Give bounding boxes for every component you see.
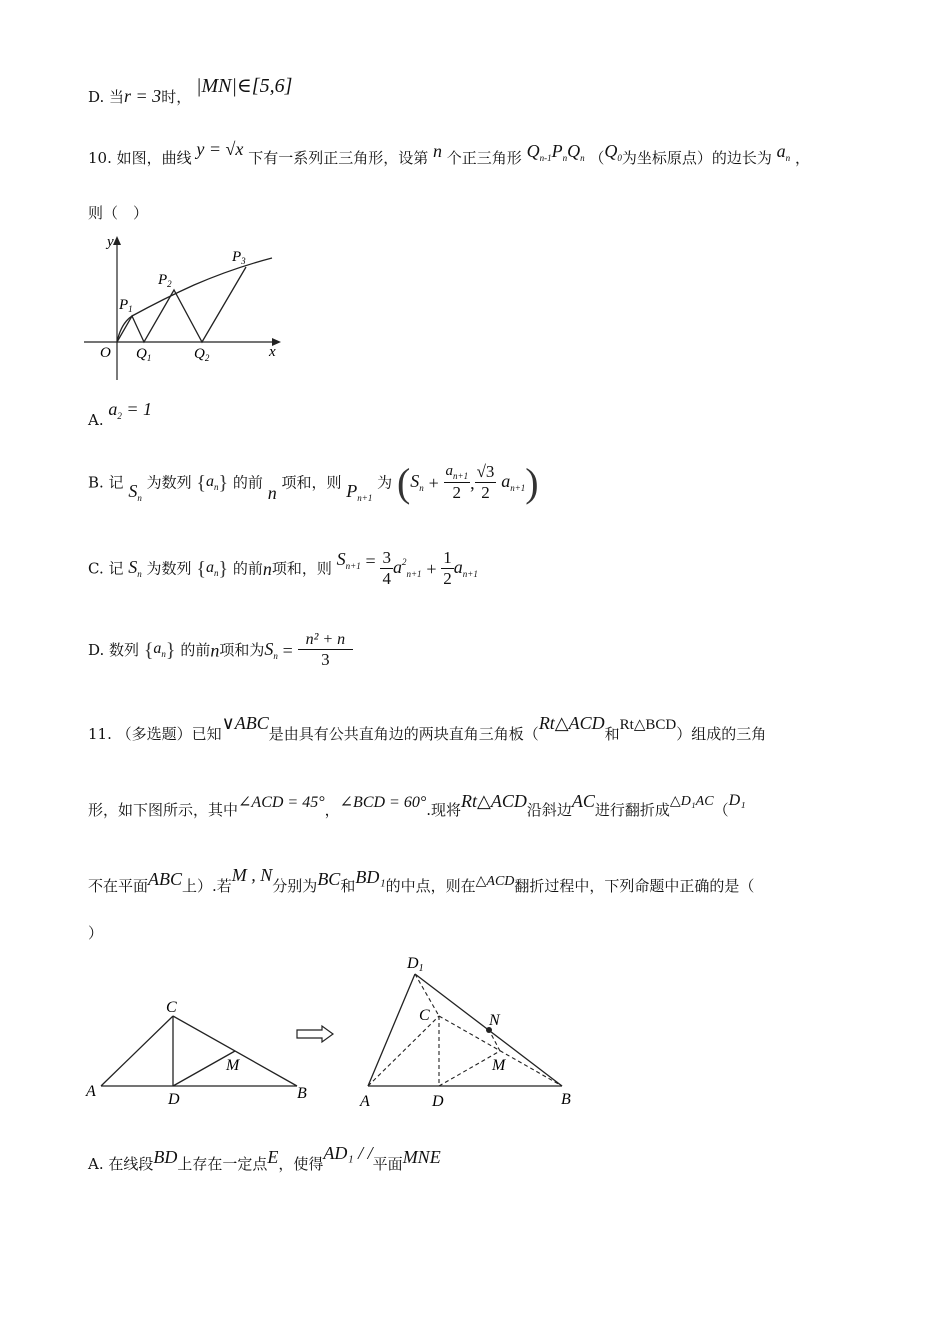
fig-y-label: y xyxy=(107,234,114,250)
q10-option-a: A. $a_2 = 1$ xyxy=(88,399,153,429)
q11-stem-line4: ） xyxy=(88,924,104,942)
q10-option-c: C. 记 $S_n$ 为数列 $\{a_n\}$ 的前n项和，则 $S_{n+1}$ = $\frac{3}{4}$ $a^2_{n+1}$ + $\frac{1}{2}$ $a_{n+1}$ xyxy=(88,548,478,589)
fig-right-c: C xyxy=(419,1007,430,1024)
math-r-eq-3: r = 3 xyxy=(124,86,162,106)
math-triangle: $Q_{n-1}P_nQ_n$ xyxy=(526,141,585,163)
math-q0: $Q_0$ xyxy=(604,141,622,163)
fig-right-n: N xyxy=(489,1012,500,1029)
fig-right-b: B xyxy=(561,1091,571,1108)
transform-arrow-icon xyxy=(296,1024,336,1044)
fig-p2-label: $P_2$ xyxy=(158,272,172,289)
fig-p3-label: $P_3$ xyxy=(232,249,246,266)
math-mn-range: |MN|∈[5,6] xyxy=(195,75,293,97)
fig-left-c: C xyxy=(166,999,177,1016)
q9-option-d: D. 当r = 3时， |MN|∈[5,6] xyxy=(88,75,293,106)
q11-option-a: A. 在线段BD上存在一定点E，使得AD₁ / /平面MNE xyxy=(88,1143,441,1173)
fig-right-a: A xyxy=(360,1093,370,1110)
q11-right-figure xyxy=(352,950,582,1114)
fig-p1-label: $P_1$ xyxy=(119,297,133,314)
fig-right-d: D xyxy=(432,1093,444,1110)
fig-left-a: A xyxy=(86,1083,96,1100)
math-curve: y = √x xyxy=(196,139,244,159)
fig-right-m: M xyxy=(492,1057,506,1074)
q11-stem-line1: 11. （多选题）已知∨ABC是由具有公共直角边的两块直角三角板（Rt△ACD和Rt△BCD）组成的三角 xyxy=(88,713,767,743)
q10-curve-figure xyxy=(84,228,294,384)
fig-q1-label: $Q_1$ xyxy=(136,346,152,363)
fig-right-d1: D1 xyxy=(407,955,424,974)
q10-stem-line2: 则（ ） xyxy=(88,204,149,222)
q11-stem-line2: 形，如下图所示，其中∠ACD = 45°，∠BCD = 60°.现将Rt△ACD沿斜边AC进行翻折成△D₁AC（D₁ xyxy=(88,791,746,819)
fig-left-b: B xyxy=(297,1085,307,1102)
q11-left-figure xyxy=(84,996,314,1106)
fig-o-label: O xyxy=(100,345,111,361)
math-an: $a_n$ xyxy=(776,141,791,163)
fig-left-m: M xyxy=(226,1057,240,1074)
fig-q2-label: $Q_2$ xyxy=(194,346,210,363)
q10-stem: 10. 如图，曲线 y = √x 下有一系列正三角形，设第 n 个正三角形 $Q_{n-1}P_nQ_n$ （$Q_0$为坐标原点）的边长为 $a_n$ ， xyxy=(88,139,810,167)
q10-option-d: D. 数列 $\{a_n\}$ 的前n项和为$S_n$ = $\frac{\text{n² + n}}{3}$ xyxy=(88,630,353,671)
q10-option-b: B. 记 $S_n$ 为数列 $\{a_n\}$ 的前 n 项和，则 $P_{n+1}$ 为 ($S_n$ + $\frac{a_{n+1}}{2}$ , $\frac{√3}{2}$ $a_{n+1}$) xyxy=(88,459,539,505)
q11-stem-line3: 不在平面ABC上）.若M , N分别为BC和BD₁的中点，则在△ACD翻折过程中，下列命题中正确的是（ xyxy=(88,865,755,895)
fig-left-d: D xyxy=(168,1091,180,1106)
fig-x-label: x xyxy=(269,344,276,360)
